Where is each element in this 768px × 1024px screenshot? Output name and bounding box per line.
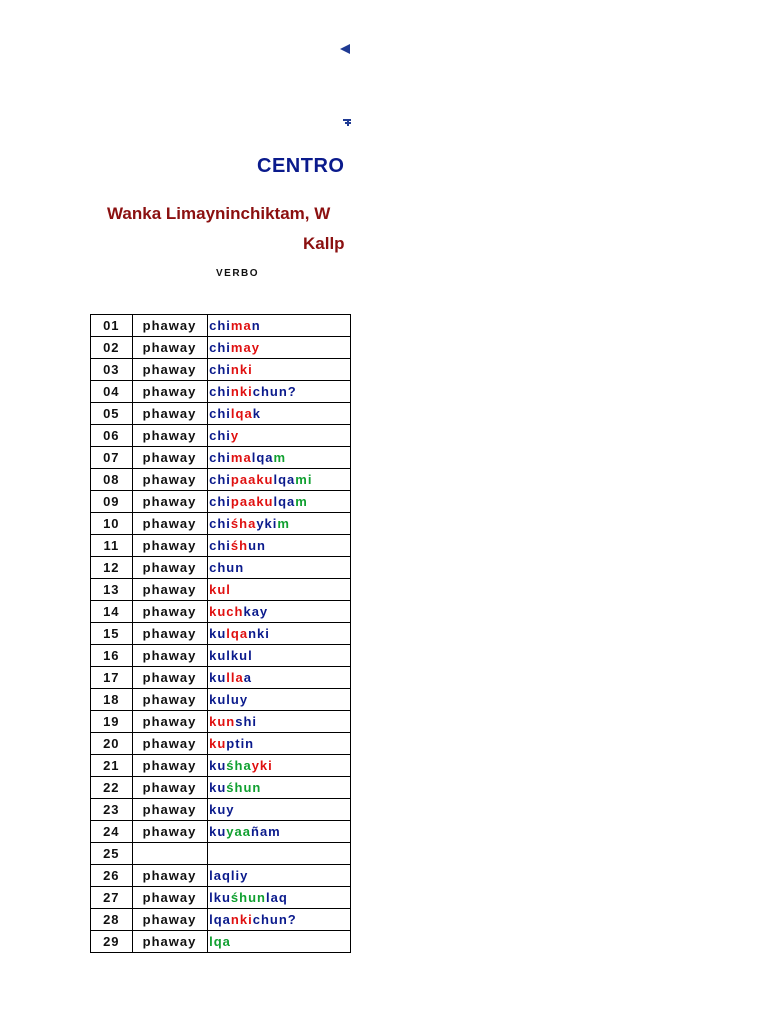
verb-root: phaway [132,381,207,403]
suffix-part: yki [256,516,278,531]
verb-root: phaway [132,799,207,821]
suffix-part: lqa [251,450,274,465]
suffix-part: lku [209,890,231,905]
suffix-part: śhun [230,890,266,905]
verb-suffix [208,843,351,865]
verb-suffix [208,733,351,755]
suffix-part: nki [248,626,270,641]
verb-suffix [208,315,351,337]
row-number: 01 [91,315,133,337]
table-row [91,931,351,953]
table-row [91,623,351,645]
suffix-part: ku [209,758,227,773]
verb-root: phaway [132,601,207,623]
suffix-part: kul [209,582,231,597]
verb-suffix [208,381,351,403]
verb-suffix [208,887,351,909]
page-title: CENTRO [257,155,345,177]
table-row [91,777,351,799]
table-row [91,865,351,887]
table-row [91,447,351,469]
row-number: 04 [91,381,133,403]
suffix-part: ku [209,626,227,641]
verb-root: phaway [132,821,207,843]
suffix-part: kay [243,604,269,619]
suffix-part: nki [230,362,253,377]
suffix-part: chi [209,516,231,531]
row-number: 17 [91,667,133,689]
suffix-part: n [251,318,261,333]
suffix-part: chi [209,406,231,421]
suffix-part: chun? [252,384,297,399]
suffix-part: mi [295,472,313,487]
suffix-part: kuluy [209,692,249,707]
suffix-part: paaku [230,494,274,509]
suffix-part: lqa [273,494,296,509]
row-number: 14 [91,601,133,623]
suffix-part: lla [226,670,244,685]
suffix-part: ptin [226,736,255,751]
row-number: 03 [91,359,133,381]
row-number: 05 [91,403,133,425]
verb-suffix [208,579,351,601]
verb-suffix [208,777,351,799]
table-row [91,557,351,579]
row-number: 19 [91,711,133,733]
verb-root: phaway [132,733,207,755]
suffix-part: lqa [226,626,249,641]
logo-arrow-icon [340,44,350,54]
row-number: 20 [91,733,133,755]
row-number: 09 [91,491,133,513]
suffix-part: a [243,670,252,685]
verb-root: phaway [132,315,207,337]
subtitle-line-2: Kallp [303,234,345,253]
table-row [91,909,351,931]
verb-root: phaway [132,623,207,645]
suffix-part: may [230,340,260,355]
suffix-part: chi [209,428,231,443]
table-row [91,337,351,359]
verb-suffix [208,337,351,359]
suffix-part: kuch [209,604,244,619]
verb-root: phaway [132,425,207,447]
suffix-part: lqa [209,912,231,927]
verb-suffix [208,601,351,623]
row-number: 23 [91,799,133,821]
row-number: 25 [91,843,133,865]
suffix-part: chi [209,340,231,355]
suffix-part: chi [209,450,231,465]
verb-suffix [208,821,351,843]
verb-root: phaway [132,403,207,425]
verb-root: phaway [132,491,207,513]
suffix-part: śha [230,516,257,531]
suffix-part: chi [209,472,231,487]
suffix-part: un [248,538,266,553]
suffix-part: yaa [226,824,251,839]
suffix-part: paaku [230,472,274,487]
row-number: 29 [91,931,133,953]
row-number: 21 [91,755,133,777]
table-row [91,403,351,425]
suffix-part: chi [209,384,231,399]
row-number: 15 [91,623,133,645]
suffix-part: nki [230,384,253,399]
row-number: 13 [91,579,133,601]
suffix-part: kulkul [209,648,253,663]
suffix-part: chun [209,560,245,575]
suffix-part: ku [209,780,227,795]
suffix-part: ñam [251,824,281,839]
verb-suffix [208,909,351,931]
table-row [91,645,351,667]
suffix-part: m [277,516,290,531]
row-number: 26 [91,865,133,887]
verb-suffix [208,711,351,733]
verb-suffix [208,865,351,887]
suffix-part: lqa [230,406,253,421]
row-number: 11 [91,535,133,557]
suffix-part: nki [230,912,253,927]
verb-root: phaway [132,777,207,799]
verb-table-body [91,315,351,953]
section-label: VERBO [216,268,260,279]
table-row [91,733,351,755]
suffix-part: lqa [209,934,231,949]
row-number: 06 [91,425,133,447]
suffix-part: ma [230,318,252,333]
suffix-part: kuy [209,802,235,817]
verb-suffix [208,403,351,425]
suffix-part: chi [209,318,231,333]
verb-suffix [208,447,351,469]
suffix-part: shi [235,714,258,729]
suffix-part: chi [209,494,231,509]
row-number: 08 [91,469,133,491]
row-number: 07 [91,447,133,469]
table-row [91,381,351,403]
table-row [91,579,351,601]
verb-root [132,843,207,865]
suffix-part: laq [265,890,288,905]
row-number: 16 [91,645,133,667]
verb-root: phaway [132,535,207,557]
logo-mark-icon [343,116,351,126]
verb-suffix [208,755,351,777]
verb-suffix [208,931,351,953]
verb-root: phaway [132,667,207,689]
suffix-part: ku [209,670,227,685]
table-row [91,469,351,491]
verb-root: phaway [132,909,207,931]
table-row [91,491,351,513]
row-number: 02 [91,337,133,359]
suffix-part: ku [209,736,227,751]
suffix-part: śhun [226,780,262,795]
verb-root: phaway [132,865,207,887]
verb-suffix [208,667,351,689]
table-row [91,535,351,557]
verb-root: phaway [132,931,207,953]
verb-root: phaway [132,755,207,777]
suffix-part: k [252,406,261,421]
table-row [91,359,351,381]
verb-root: phaway [132,711,207,733]
suffix-part: śha [226,758,252,773]
visible-document-region [0,0,351,1024]
table-row [91,601,351,623]
verb-suffix [208,491,351,513]
table-row [91,689,351,711]
table-row [91,755,351,777]
verb-suffix [208,469,351,491]
row-number: 12 [91,557,133,579]
table-row [91,887,351,909]
verb-root: phaway [132,469,207,491]
table-row [91,799,351,821]
suffix-part: lqa [273,472,296,487]
verb-suffix [208,535,351,557]
row-number: 18 [91,689,133,711]
table-row [91,711,351,733]
table-row [91,843,351,865]
verb-root: phaway [132,557,207,579]
suffix-part: laqliy [209,868,249,883]
suffix-part: chi [209,362,231,377]
verb-root: phaway [132,579,207,601]
suffix-part: ma [230,450,252,465]
suffix-part: m [273,450,287,465]
verb-suffix [208,689,351,711]
verb-root: phaway [132,337,207,359]
verb-root: phaway [132,513,207,535]
verb-root: phaway [132,887,207,909]
table-row [91,513,351,535]
row-number: 22 [91,777,133,799]
verb-table [90,314,351,953]
verb-suffix [208,513,351,535]
verb-suffix [208,623,351,645]
verb-root: phaway [132,645,207,667]
verb-suffix [208,359,351,381]
suffix-part: y [230,428,240,443]
row-number: 28 [91,909,133,931]
row-number: 24 [91,821,133,843]
verb-suffix [208,799,351,821]
subtitle-line-1: Wanka Limayninchiktam, W [107,204,331,223]
suffix-part: chi [209,538,231,553]
verb-root: phaway [132,359,207,381]
table-row [91,425,351,447]
suffix-part: m [295,494,308,509]
verb-suffix [208,645,351,667]
row-number: 10 [91,513,133,535]
table-row [91,667,351,689]
suffix-part: ku [209,824,227,839]
suffix-part: kun [209,714,236,729]
verb-root: phaway [132,447,207,469]
suffix-part: chun? [252,912,297,927]
verb-suffix [208,425,351,447]
table-row [91,315,351,337]
verb-suffix [208,557,351,579]
suffix-part: yki [251,758,273,773]
table-row [91,821,351,843]
suffix-part: śh [230,538,249,553]
row-number: 27 [91,887,133,909]
verb-root: phaway [132,689,207,711]
